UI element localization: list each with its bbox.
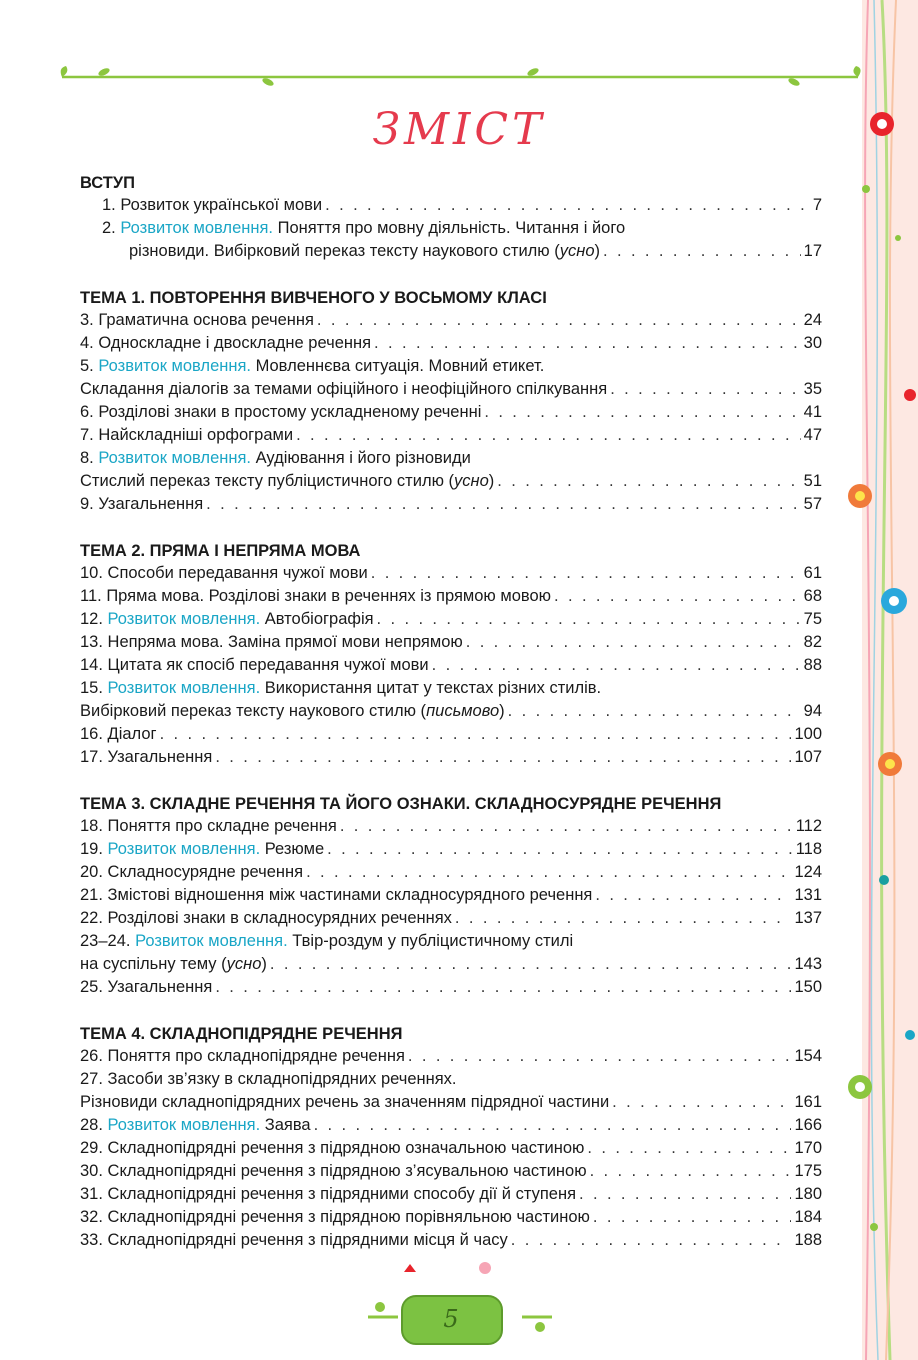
entry-number: 14.: [80, 656, 103, 674]
entry-page: 175: [794, 1162, 822, 1180]
toc-entry: [80, 723, 822, 746]
flower-icon: [848, 1075, 872, 1099]
entry-title: Поняття про мовну діяльність. Читання і його: [277, 219, 626, 237]
dot-leader: [215, 746, 791, 769]
flower-icon: [881, 588, 907, 614]
entry-text: [80, 631, 463, 654]
entry-number: 12.: [80, 610, 103, 628]
entry-title: Розділові знаки в простому ускладненому реченні: [98, 403, 482, 421]
entry-title: Мовленнєва ситуація. Мовний етикет.: [255, 357, 545, 375]
entry-accent-label: Розвиток мовлення.: [107, 840, 261, 858]
entry-text: [80, 562, 368, 585]
section-heading: ТЕМА 1. ПОВТОРЕННЯ ВИВЧЕНОГО У ВОСЬМОМУ КЛАСІ: [80, 289, 547, 307]
toc-entry-continuation: [80, 1091, 822, 1114]
dot-leader: [603, 240, 801, 263]
entry-mode: усно: [454, 472, 489, 490]
dot-leader: [579, 1183, 791, 1206]
entry-number: 21.: [80, 886, 103, 904]
entry-number: 8.: [80, 449, 94, 467]
entry-accent-label: Розвиток мовлення.: [107, 1116, 261, 1134]
entry-page: 161: [794, 1093, 822, 1111]
entry-close: ): [261, 955, 267, 973]
toc-entry: [80, 585, 822, 608]
entry-title: Складнопідрядні речення з підрядною з’ясувальною частиною: [107, 1162, 587, 1180]
entry-text: [80, 447, 471, 470]
entry-number: 26.: [80, 1047, 103, 1065]
entry-text: [80, 401, 481, 424]
dot-leader: [587, 1137, 791, 1160]
entry-text: [80, 861, 303, 884]
dot-leader: [466, 631, 801, 654]
toc-entry: [80, 355, 822, 378]
entry-text: [80, 976, 212, 999]
entry-close: ): [499, 702, 505, 720]
entry-text: [80, 1137, 584, 1160]
entry-number: 32.: [80, 1208, 103, 1226]
entry-page: 82: [803, 633, 822, 651]
toc-entry: [80, 1068, 822, 1091]
entry-page: 188: [794, 1231, 822, 1249]
entry-title: Способи передавання чужої мови: [107, 564, 368, 582]
entry-close: ): [488, 472, 495, 490]
entry-page: 35: [803, 380, 822, 398]
dot-leader: [455, 907, 792, 930]
dot-leader: [497, 470, 800, 493]
entry-number: 22.: [80, 909, 103, 927]
entry-number: 1.: [102, 196, 116, 214]
entry-page: 61: [803, 564, 822, 582]
entry-continuation: Складання діалогів за темами офіційного і неофіційного спілкування: [80, 380, 608, 398]
toc-entry-continuation: [80, 378, 822, 401]
dot-leader: [314, 1114, 792, 1137]
dot-leader: [508, 700, 801, 723]
entry-text: [80, 585, 551, 608]
toc-entry: [80, 861, 822, 884]
section-heading: ТЕМА 4. СКЛАДНОПІДРЯДНЕ РЕЧЕННЯ: [80, 1025, 403, 1043]
dot-leader: [432, 654, 801, 677]
toc-entry-continuation: [80, 700, 822, 723]
entry-title: Поняття про складнопідрядне речення: [107, 1047, 405, 1065]
dot-leader: [484, 401, 800, 424]
entry-text: [80, 1183, 576, 1206]
entry-title: Непряма мова. Заміна прямої мови непрямою: [107, 633, 463, 651]
entry-text: [80, 1045, 405, 1068]
toc-entry: [80, 907, 822, 930]
dot-leader: [371, 562, 801, 585]
entry-number: 5.: [80, 357, 94, 375]
toc-entry: [80, 631, 822, 654]
entry-title: Складнопідрядні речення з підрядною порівняльною частиною: [107, 1208, 590, 1226]
entry-title: Розділові знаки в складносурядних реченнях: [107, 909, 452, 927]
entry-text: [80, 677, 601, 700]
entry-page: 118: [795, 840, 822, 858]
entry-title: Найскладніші орфограми: [98, 426, 294, 444]
entry-title: Засоби зв’язку в складнопідрядних реченнях.: [107, 1070, 457, 1088]
entry-number: 15.: [80, 679, 103, 697]
entry-title: Граматична основа речення: [98, 311, 314, 329]
entry-text: [80, 309, 314, 332]
entry-title: Заява: [264, 1116, 311, 1134]
dot-leader: [610, 378, 800, 401]
entry-title: Складносурядне речення: [107, 863, 304, 881]
dot-leader: [327, 838, 793, 861]
entry-page: 170: [794, 1139, 822, 1157]
entry-number: 6.: [80, 403, 94, 421]
entry-accent-label: Розвиток мовлення.: [98, 449, 251, 467]
entry-page: 166: [794, 1116, 822, 1134]
toc-entry: [80, 562, 822, 585]
toc-entry: [80, 654, 822, 677]
toc-entry: [80, 1183, 822, 1206]
entry-page: 68: [803, 587, 822, 605]
entry-title: Використання цитат у текстах різних стилів.: [264, 679, 602, 697]
entry-mode: усно: [226, 955, 262, 973]
entry-text: [80, 884, 592, 907]
entry-text: [80, 355, 544, 378]
entry-text: [129, 240, 600, 263]
dot-leader: [374, 332, 801, 355]
page-number: 5: [443, 1305, 459, 1333]
entry-page: 88: [803, 656, 822, 674]
entry-title: Поняття про складне речення: [107, 817, 337, 835]
entry-number: 10.: [80, 564, 103, 582]
entry-mode: усно: [559, 242, 595, 260]
toc-entry: [80, 1137, 822, 1160]
entry-number: 4.: [80, 334, 94, 352]
entry-number: 23–24.: [80, 932, 131, 950]
entry-page: 150: [794, 978, 822, 996]
dot-leader: [377, 608, 801, 631]
toc-entry: [80, 424, 822, 447]
toc-entry: [80, 447, 822, 470]
entry-text: [80, 746, 212, 769]
entry-text: [80, 1160, 587, 1183]
dot-leader: [306, 861, 791, 884]
entry-page: 184: [794, 1208, 822, 1226]
entry-number: 29.: [80, 1139, 103, 1157]
entry-number: 20.: [80, 863, 103, 881]
entry-accent-label: Розвиток мовлення.: [98, 357, 251, 375]
entry-number: 25.: [80, 978, 103, 996]
dot-leader: [340, 815, 793, 838]
dot-leader: [160, 723, 792, 746]
entry-text: [80, 608, 374, 631]
entry-page: 30: [803, 334, 822, 352]
dot-leader: [612, 1091, 791, 1114]
dot-leader: [296, 424, 801, 447]
entry-text: [80, 470, 494, 493]
section-heading: ВСТУП: [80, 174, 135, 192]
toc-entry: [80, 1160, 822, 1183]
entry-close: ): [594, 242, 601, 260]
dot-leader: [595, 884, 791, 907]
entry-text: [80, 838, 324, 861]
toc-entry: [80, 332, 822, 355]
entry-page: 94: [803, 702, 822, 720]
toc-entry: [80, 309, 822, 332]
entry-title: Автобіографія: [264, 610, 374, 628]
entry-number: 30.: [80, 1162, 103, 1180]
entry-text: [80, 654, 429, 677]
entry-text: [80, 1206, 590, 1229]
toc-entry: [80, 930, 822, 953]
entry-page: 100: [794, 725, 822, 743]
entry-accent-label: Розвиток мовлення.: [135, 932, 288, 950]
entry-page: 112: [795, 817, 822, 835]
entry-accent-label: Розвиток мовлення.: [107, 679, 261, 697]
entry-page: 7: [812, 196, 822, 214]
entry-title: Резюме: [264, 840, 325, 858]
vine-divider-icon: [58, 60, 863, 90]
entry-text: [80, 953, 267, 976]
toc-entry: [80, 1045, 822, 1068]
toc-entry-continuation: [80, 953, 822, 976]
toc-entry: [80, 815, 822, 838]
table-of-contents: [80, 172, 822, 1252]
entry-number: 3.: [80, 311, 94, 329]
entry-title: Складнопідрядні речення з підрядною означальною частиною: [107, 1139, 585, 1157]
entry-title: Узагальнення: [107, 978, 213, 996]
entry-number: 18.: [80, 817, 103, 835]
entry-number: 13.: [80, 633, 103, 651]
toc-entry: [80, 1229, 822, 1252]
decorative-vines: [838, 0, 918, 1360]
entry-page: 57: [803, 495, 822, 513]
entry-page: 75: [803, 610, 822, 628]
entry-accent-label: Розвиток мовлення.: [107, 610, 261, 628]
entry-page: 131: [794, 886, 822, 904]
entry-mode: письмово: [426, 702, 500, 720]
entry-title: Складнопідрядні речення з підрядними місця й часу: [107, 1231, 508, 1249]
dot-leader: [408, 1045, 792, 1068]
entry-text: [80, 1068, 457, 1091]
entry-text: [80, 1091, 609, 1114]
dot-leader: [317, 309, 801, 332]
entry-text: [80, 378, 607, 401]
entry-number: 33.: [80, 1231, 103, 1249]
entry-title: Узагальнення: [98, 495, 204, 513]
entry-continuation: Вибірковий переказ тексту наукового стилю (: [80, 702, 427, 720]
entry-text: [80, 332, 371, 355]
toc-entry-continuation: [80, 240, 822, 263]
entry-text: [80, 424, 293, 447]
toc-entry: [80, 677, 822, 700]
dot-leader: [593, 1206, 792, 1229]
entry-page: 154: [794, 1047, 822, 1065]
entry-text: [80, 815, 337, 838]
entry-page: 24: [803, 311, 822, 329]
entry-page: 180: [794, 1185, 822, 1203]
entry-title: Складнопідрядні речення з підрядними способу дії й ступеня: [107, 1185, 577, 1203]
entry-text: [102, 217, 625, 240]
dot-leader: [325, 194, 810, 217]
toc-entry: [80, 1114, 822, 1137]
entry-accent-label: Розвиток мовлення.: [120, 219, 273, 237]
entry-page: 47: [803, 426, 822, 444]
entry-number: 27.: [80, 1070, 103, 1088]
toc-entry: [80, 746, 822, 769]
entry-text: [80, 493, 203, 516]
entry-number: 11.: [80, 587, 102, 605]
dot-leader: [511, 1229, 792, 1252]
entry-title: Розвиток української мови: [120, 196, 323, 214]
entry-continuation: Стислий переказ тексту публіцистичного стилю (: [80, 472, 455, 490]
entry-title: Цитата як спосіб передавання чужої мови: [107, 656, 429, 674]
section-heading: ТЕМА 2. ПРЯМА І НЕПРЯМА МОВА: [80, 542, 361, 560]
toc-entry: [80, 194, 822, 217]
entry-text: [80, 930, 573, 953]
flower-icon: [878, 752, 902, 776]
entry-continuation: різновиди. Вибірковий переказ тексту наукового стилю (: [129, 242, 560, 260]
entry-text: [80, 1229, 508, 1252]
entry-text: [80, 1114, 311, 1137]
dot-leader: [590, 1160, 792, 1183]
entry-number: 7.: [80, 426, 94, 444]
entry-page: 137: [794, 909, 822, 927]
entry-title: Аудіювання і його різновиди: [255, 449, 471, 467]
entry-title: Односкладне і двоскладне речення: [98, 334, 372, 352]
entry-number: 31.: [80, 1185, 103, 1203]
entry-title: Узагальнення: [107, 748, 213, 766]
entry-page: 107: [794, 748, 822, 766]
entry-number: 19.: [80, 840, 103, 858]
entry-text: [102, 194, 322, 217]
entry-page: 124: [794, 863, 822, 881]
entry-continuation: на суспільну тему (: [80, 955, 227, 973]
entry-page: 143: [794, 955, 822, 973]
dot-leader: [270, 953, 792, 976]
entry-text: [80, 907, 452, 930]
entry-number: 28.: [80, 1116, 103, 1134]
entry-title: Пряма мова. Розділові знаки в реченнях із прямою мовою: [106, 587, 552, 605]
entry-title: Діалог: [107, 725, 157, 743]
entry-title: Змістові відношення між частинами складносурядного речення: [107, 886, 593, 904]
entry-page: 17: [803, 242, 822, 260]
entry-number: 17.: [80, 748, 103, 766]
entry-number: 16.: [80, 725, 103, 743]
toc-entry: [80, 1206, 822, 1229]
toc-entry-continuation: [80, 470, 822, 493]
entry-continuation: Різновиди складнопідрядних речень за значенням підрядної частини: [80, 1093, 610, 1111]
toc-entry: [80, 884, 822, 907]
toc-entry: [80, 493, 822, 516]
dot-leader: [206, 493, 800, 516]
entry-text: [80, 700, 505, 723]
dot-leader: [215, 976, 791, 999]
entry-page: 51: [803, 472, 822, 490]
toc-entry: [80, 976, 822, 999]
entry-page: 41: [803, 403, 822, 421]
toc-entry: [80, 401, 822, 424]
section-heading: ТЕМА 3. СКЛАДНЕ РЕЧЕННЯ ТА ЙОГО ОЗНАКИ. СКЛАДНОСУРЯДНЕ РЕЧЕННЯ: [80, 795, 722, 813]
toc-entry: [80, 217, 822, 240]
entry-number: 2.: [102, 219, 116, 237]
entry-number: 9.: [80, 495, 94, 513]
flower-icon: [848, 484, 872, 508]
entry-text: [80, 723, 157, 746]
toc-entry: [80, 608, 822, 631]
toc-entry: [80, 838, 822, 861]
page-title: ЗМІСТ: [372, 104, 546, 155]
dot-leader: [554, 585, 801, 608]
entry-title: Твір-роздум у публіцистичному стилі: [292, 932, 574, 950]
